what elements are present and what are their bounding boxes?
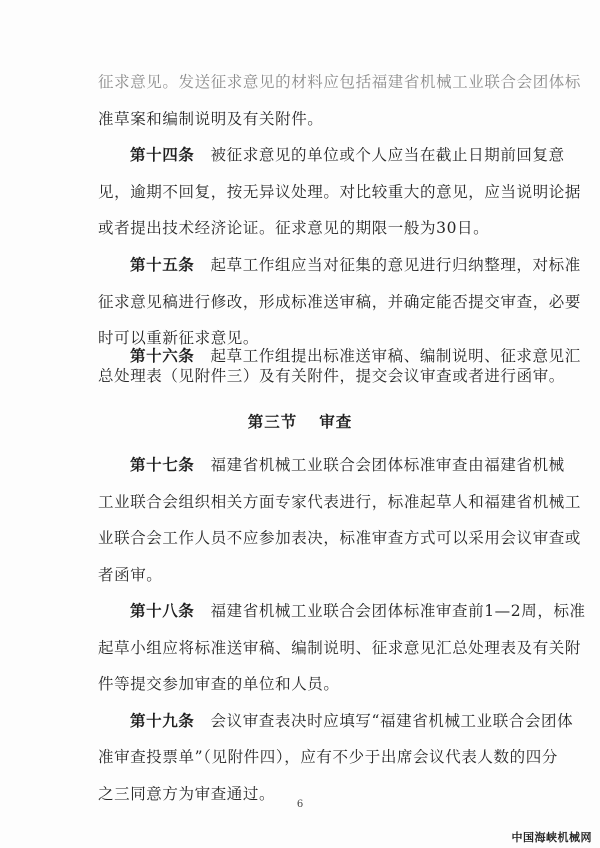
section-heading [0, 410, 600, 432]
article-gap [194, 256, 210, 274]
article-number: 第十六条 [130, 346, 195, 365]
page-number: 6 [296, 799, 304, 810]
line-text: 见，逾期不回复，按无异议处理。对比较重大的意见，应当说明论据 [98, 183, 582, 201]
text-line [98, 565, 162, 585]
text-line [98, 366, 565, 386]
line-text: 起草工作组提出标准送审稿、编制说明、征求意见汇 [210, 347, 581, 365]
line-text: 时可以重新征求意见。 [98, 329, 260, 347]
line-text: 件等提交参加审查的单位和人员。 [98, 675, 340, 693]
line-text: 之三同意方为审查通过。 [98, 785, 276, 803]
section-number: 第三节 [247, 412, 298, 431]
line-text: 准审查投票单”（见附件四），应有不少于出席会议代表人数的四分 [98, 748, 558, 766]
text-line [98, 109, 323, 129]
line-text: 福建省机械工业联合会团体标准审查前1—2周，标准 [210, 602, 586, 620]
line-text: 业联合会工作人员不应参加表决，标准审查方式可以采用会议审查或 [98, 529, 582, 547]
line-text: 会议审查表决时应填写“福建省机械工业联合会团体 [210, 712, 574, 730]
text-line [98, 638, 581, 658]
article-gap [194, 712, 210, 730]
article-gap [194, 146, 210, 164]
article-number: 第十九条 [130, 711, 195, 730]
text-line [98, 292, 581, 312]
article-number: 第十八条 [130, 601, 195, 620]
article-16-line [130, 346, 581, 366]
line-text: 者函审。 [98, 566, 163, 584]
line-text: 福建省机械工业联合会团体标准审查由福建省机械 [210, 456, 565, 474]
article-18-line [130, 601, 586, 621]
article-14-line [130, 145, 565, 165]
article-15-line [130, 255, 581, 275]
line-text: 工业联合会组织相关方面专家代表进行，标准起草人和福建省机械工 [98, 493, 582, 511]
article-gap [194, 347, 210, 365]
article-gap [194, 456, 210, 474]
text-line [98, 328, 259, 348]
watermark: 中国海峡机械网 [511, 831, 592, 844]
section-title: 审查 [319, 412, 353, 431]
line-text: 征求意见稿进行修改，形成标准送审稿，并确定能否提交审查，必要 [98, 293, 582, 311]
article-gap [194, 602, 210, 620]
line-text: 或者提出技术经济论证。征求意见的期限一般为30日。 [98, 219, 490, 237]
article-number: 第十七条 [130, 455, 195, 474]
article-number: 第十五条 [130, 255, 195, 274]
text-line [98, 492, 581, 512]
text-line [98, 218, 489, 238]
text-line [98, 528, 581, 548]
text-line [98, 674, 340, 694]
article-number: 第十四条 [130, 145, 195, 164]
article-19-line [130, 711, 573, 731]
line-text: 起草工作组应当对征集的意见进行归纳整理，对标准 [210, 256, 581, 274]
text-line [98, 182, 581, 202]
line-text: 起草小组应将标准送审稿、编制说明、征求意见汇总处理表及有关附 [98, 639, 582, 657]
line-text: 准草案和编制说明及有关附件。 [98, 110, 324, 128]
text-line [98, 72, 581, 92]
line-text: 总处理表（见附件三）及有关附件，提交会议审查或者进行函审。 [98, 367, 565, 385]
article-17-line [130, 455, 565, 475]
text-line [98, 747, 558, 767]
line-text: 征求意见。发送征求意见的材料应包括福建省机械工业联合会团体标 [98, 73, 582, 91]
line-text: 被征求意见的单位或个人应当在截止日期前回复意 [210, 146, 565, 164]
